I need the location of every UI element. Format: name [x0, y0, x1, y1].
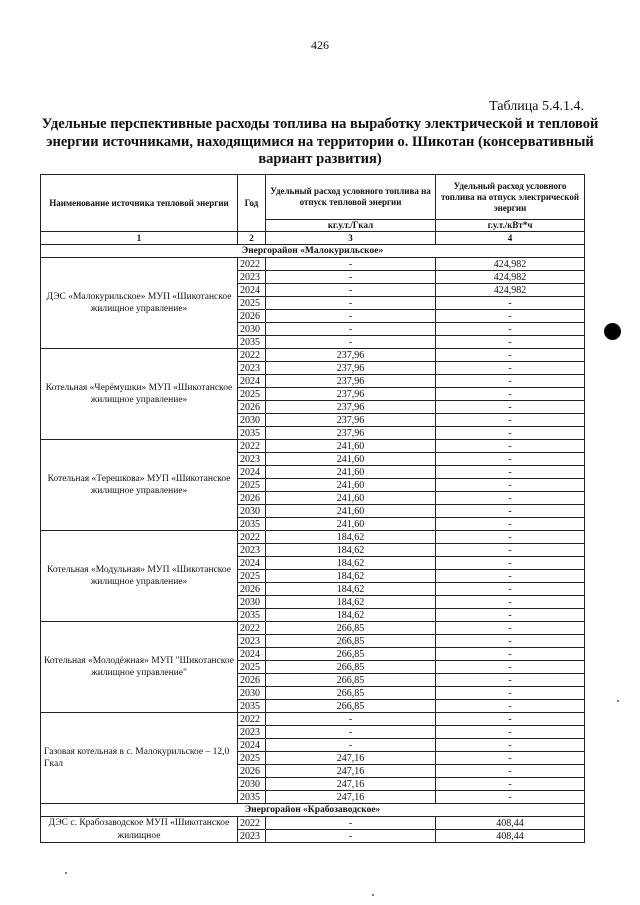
heat-value-cell: - — [266, 297, 436, 310]
heat-value-cell: - — [266, 830, 436, 843]
heat-value-cell: 247,16 — [266, 752, 436, 765]
year-cell: 2035 — [238, 700, 266, 713]
year-cell: 2035 — [238, 427, 266, 440]
heat-value-cell: 266,85 — [266, 700, 436, 713]
electric-value-cell: - — [436, 557, 585, 570]
heat-value-cell: - — [266, 258, 436, 271]
header-col-number: 1 — [41, 232, 238, 245]
year-cell: 2025 — [238, 752, 266, 765]
table-row — [41, 817, 585, 830]
year-cell: 2035 — [238, 609, 266, 622]
year-cell: 2022 — [238, 713, 266, 726]
year-cell: 2023 — [238, 726, 266, 739]
heat-value-cell: - — [266, 713, 436, 726]
year-cell: 2025 — [238, 570, 266, 583]
heat-value-cell: - — [266, 817, 436, 830]
year-cell: 2026 — [238, 310, 266, 323]
table-row — [41, 622, 585, 635]
heat-value-cell: 184,62 — [266, 609, 436, 622]
electric-value-cell: - — [436, 583, 585, 596]
year-cell: 2025 — [238, 388, 266, 401]
electric-value-cell: - — [436, 570, 585, 583]
header-col-number: 2 — [238, 232, 266, 245]
table-row — [41, 440, 585, 453]
region-title: Энергорайон «Малокурильское» — [41, 245, 585, 258]
year-cell: 2024 — [238, 648, 266, 661]
electric-value-cell: 424,982 — [436, 271, 585, 284]
heat-value-cell: 247,16 — [266, 791, 436, 804]
year-cell: 2025 — [238, 661, 266, 674]
year-cell: 2023 — [238, 830, 266, 843]
header-col-number: 4 — [436, 232, 585, 245]
electric-value-cell: - — [436, 466, 585, 479]
heat-value-cell: 266,85 — [266, 674, 436, 687]
heat-value-cell: - — [266, 336, 436, 349]
year-cell: 2030 — [238, 505, 266, 518]
header-electric-consumption: Удельный расход условного топлива на отпуск электрической энергии — [436, 175, 585, 220]
year-cell: 2030 — [238, 414, 266, 427]
region-title: Энергорайон «Крабозаводское» — [41, 804, 585, 817]
electric-value-cell: - — [436, 492, 585, 505]
electric-value-cell: - — [436, 505, 585, 518]
header-heat-unit: кг.у.т./Гкал — [266, 220, 436, 232]
heat-value-cell: 266,85 — [266, 687, 436, 700]
year-cell: 2022 — [238, 440, 266, 453]
electric-value-cell: - — [436, 687, 585, 700]
heat-value-cell: 266,85 — [266, 648, 436, 661]
heat-value-cell: 241,60 — [266, 466, 436, 479]
heat-value-cell: 237,96 — [266, 362, 436, 375]
electric-value-cell: - — [436, 388, 585, 401]
year-cell: 2023 — [238, 453, 266, 466]
heat-value-cell: - — [266, 726, 436, 739]
year-cell: 2030 — [238, 778, 266, 791]
electric-value-cell: - — [436, 427, 585, 440]
source-name: ДЭС «Малокурильское» МУП «Шикотанское жилищное управление» — [41, 258, 238, 349]
table-title: Удельные перспективные расходы топлива на выработку электрической и тепловой энергии источниками, находящимися на территории о. Шикотан (консервативный вариант развития) — [41, 116, 599, 167]
source-name: Котельная «Терешкова» МУП «Шикотанское жилищное управление» — [41, 440, 238, 531]
electric-value-cell: - — [436, 726, 585, 739]
year-cell: 2022 — [238, 258, 266, 271]
heat-value-cell: 184,62 — [266, 596, 436, 609]
region-row — [41, 245, 585, 258]
electric-value-cell: - — [436, 648, 585, 661]
year-cell: 2026 — [238, 674, 266, 687]
year-cell: 2026 — [238, 765, 266, 778]
electric-value-cell: - — [436, 713, 585, 726]
source-name: Газовая котельная в с. Малокурильское – 12,0 Гкал — [41, 713, 238, 804]
electric-value-cell: 408,44 — [436, 830, 585, 843]
page-number: 426 — [311, 38, 329, 52]
table-row — [41, 713, 585, 726]
year-cell: 2030 — [238, 687, 266, 700]
heat-value-cell: - — [266, 310, 436, 323]
table-label: Таблица 5.4.1.4. — [489, 99, 584, 114]
year-cell: 2023 — [238, 544, 266, 557]
heat-value-cell: 241,60 — [266, 505, 436, 518]
heat-value-cell: 241,60 — [266, 479, 436, 492]
electric-value-cell: - — [436, 752, 585, 765]
electric-value-cell: - — [436, 362, 585, 375]
heat-value-cell: 184,62 — [266, 583, 436, 596]
year-cell: 2026 — [238, 583, 266, 596]
heat-value-cell: 184,62 — [266, 570, 436, 583]
electric-value-cell: - — [436, 544, 585, 557]
year-cell: 2025 — [238, 297, 266, 310]
heat-value-cell: 184,62 — [266, 557, 436, 570]
electric-value-cell: 424,982 — [436, 258, 585, 271]
heat-value-cell: 184,62 — [266, 544, 436, 557]
header-year: Год — [238, 175, 266, 232]
heat-value-cell: 241,60 — [266, 440, 436, 453]
heat-value-cell: 266,85 — [266, 622, 436, 635]
electric-value-cell: - — [436, 349, 585, 362]
year-cell: 2022 — [238, 349, 266, 362]
region-row — [41, 804, 585, 817]
electric-value-cell: - — [436, 297, 585, 310]
year-cell: 2035 — [238, 791, 266, 804]
year-cell: 2024 — [238, 284, 266, 297]
heat-value-cell: 266,85 — [266, 661, 436, 674]
electric-value-cell: - — [436, 674, 585, 687]
electric-value-cell: - — [436, 336, 585, 349]
year-cell: 2022 — [238, 531, 266, 544]
electric-value-cell: - — [436, 622, 585, 635]
heat-value-cell: 237,96 — [266, 414, 436, 427]
electric-value-cell: - — [436, 609, 585, 622]
electric-value-cell: - — [436, 310, 585, 323]
header-electric-unit: г.у.т./кВт*ч — [436, 220, 585, 232]
electric-value-cell: - — [436, 479, 585, 492]
heat-value-cell: 241,60 — [266, 518, 436, 531]
electric-value-cell: - — [436, 518, 585, 531]
electric-value-cell: 408,44 — [436, 817, 585, 830]
heat-value-cell: 237,96 — [266, 388, 436, 401]
year-cell: 2022 — [238, 817, 266, 830]
table-row — [41, 349, 585, 362]
source-name: Котельная «Черёмушки» МУП «Шикотанское жилищное управление» — [41, 349, 238, 440]
scan-speck — [617, 700, 619, 702]
electric-value-cell: - — [436, 765, 585, 778]
heat-value-cell: 237,96 — [266, 349, 436, 362]
year-cell: 2024 — [238, 557, 266, 570]
year-cell: 2035 — [238, 336, 266, 349]
year-cell: 2035 — [238, 518, 266, 531]
binding-hole-mark — [604, 323, 621, 340]
heat-value-cell: - — [266, 284, 436, 297]
electric-value-cell: - — [436, 414, 585, 427]
heat-value-cell: 247,16 — [266, 765, 436, 778]
year-cell: 2022 — [238, 622, 266, 635]
year-cell: 2024 — [238, 739, 266, 752]
header-heat-consumption: Удельный расход условного топлива на отпуск тепловой энергии — [266, 175, 436, 220]
heat-value-cell: 247,16 — [266, 778, 436, 791]
heat-value-cell: 184,62 — [266, 531, 436, 544]
electric-value-cell: - — [436, 453, 585, 466]
electric-value-cell: - — [436, 375, 585, 388]
heat-value-cell: 241,60 — [266, 453, 436, 466]
table-row — [41, 258, 585, 271]
year-cell: 2030 — [238, 596, 266, 609]
electric-value-cell: - — [436, 739, 585, 752]
year-cell: 2023 — [238, 635, 266, 648]
year-cell: 2023 — [238, 362, 266, 375]
header-source-name: Наименование источника тепловой энергии — [41, 175, 238, 232]
electric-value-cell: - — [436, 700, 585, 713]
electric-value-cell: - — [436, 778, 585, 791]
source-name: ДЭС с. Крабозаводское МУП «Шикотанское жилищное — [41, 817, 238, 843]
electric-value-cell: - — [436, 596, 585, 609]
heat-value-cell: 237,96 — [266, 427, 436, 440]
year-cell: 2030 — [238, 323, 266, 336]
electric-value-cell: - — [436, 440, 585, 453]
year-cell: 2025 — [238, 479, 266, 492]
heat-value-cell: 237,96 — [266, 375, 436, 388]
heat-value-cell: - — [266, 323, 436, 336]
heat-value-cell: 237,96 — [266, 401, 436, 414]
year-cell: 2026 — [238, 401, 266, 414]
source-name: Котельная «Молодёжная» МУП "Шикотанское жилищное управление" — [41, 622, 238, 713]
electric-value-cell: 424,982 — [436, 284, 585, 297]
electric-value-cell: - — [436, 531, 585, 544]
heat-value-cell: 266,85 — [266, 635, 436, 648]
table-row — [41, 531, 585, 544]
source-name: Котельная «Модульная» МУП «Шикотанское жилищное управление» — [41, 531, 238, 622]
electric-value-cell: - — [436, 635, 585, 648]
heat-value-cell: - — [266, 271, 436, 284]
heat-value-cell: 241,60 — [266, 492, 436, 505]
year-cell: 2024 — [238, 466, 266, 479]
scan-speck — [65, 872, 67, 874]
year-cell: 2023 — [238, 271, 266, 284]
fuel-consumption-table — [40, 174, 585, 843]
table-body — [41, 245, 585, 843]
electric-value-cell: - — [436, 661, 585, 674]
header-col-number: 3 — [266, 232, 436, 245]
electric-value-cell: - — [436, 323, 585, 336]
year-cell: 2026 — [238, 492, 266, 505]
electric-value-cell: - — [436, 401, 585, 414]
year-cell: 2024 — [238, 375, 266, 388]
scan-speck — [372, 894, 374, 896]
electric-value-cell: - — [436, 791, 585, 804]
heat-value-cell: - — [266, 739, 436, 752]
